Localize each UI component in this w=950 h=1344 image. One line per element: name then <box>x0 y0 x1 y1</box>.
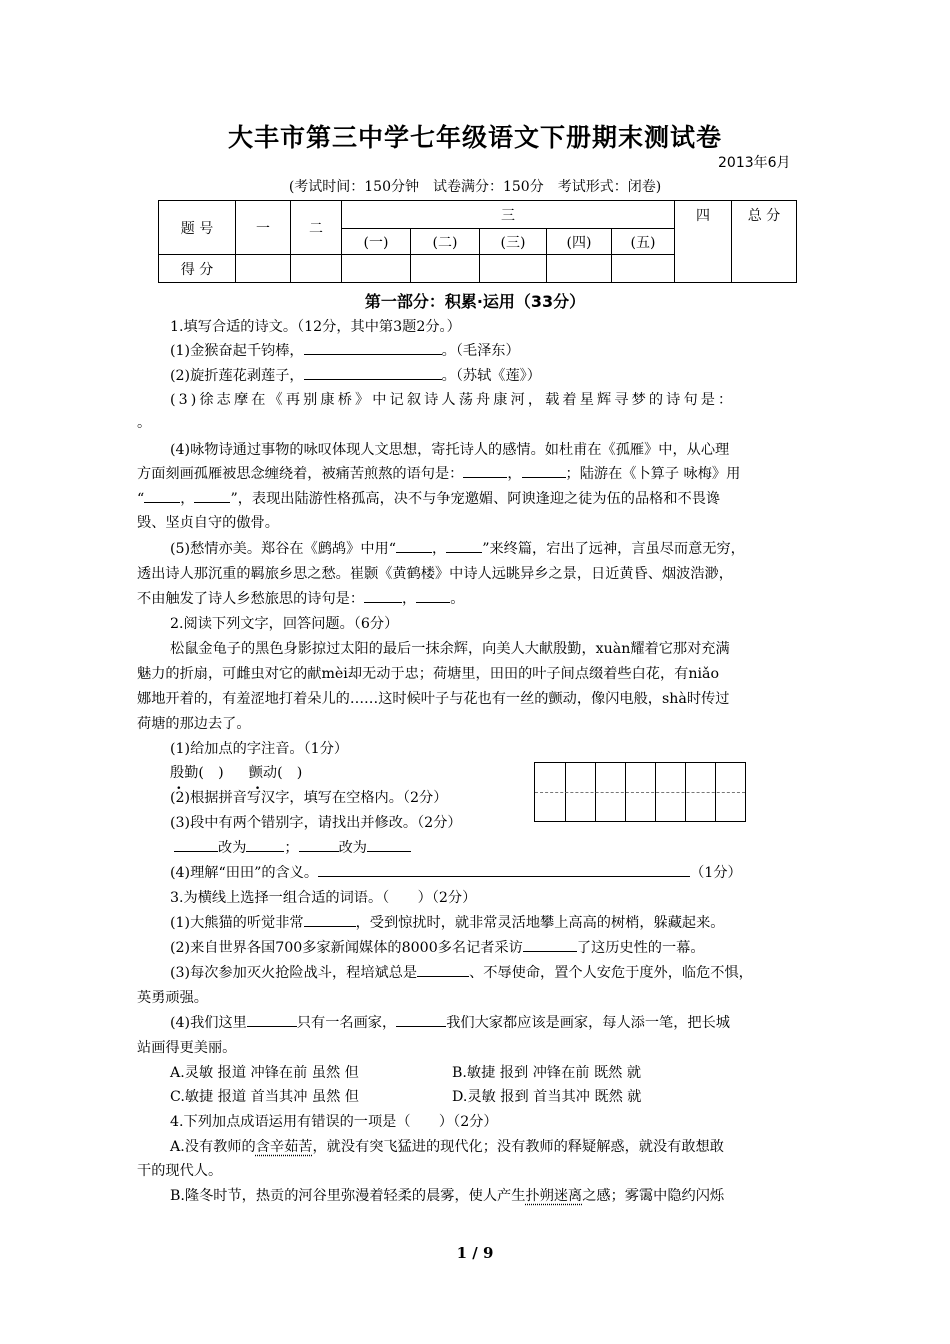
answer-blank[interactable] <box>364 602 402 603</box>
q2-sub-1: (1)给加点的字注音。（1分） <box>170 741 349 757</box>
answer-blank[interactable] <box>417 976 469 977</box>
text: (5)愁情亦美。郑谷在《鹧鸪》中用“ <box>170 541 396 557</box>
answer-blank[interactable] <box>396 552 432 553</box>
q1-line-5b: 透出诗人那沉重的羁旅乡思之愁。崔颢《黄鹤楼》中诗人远眺异乡之景，日近黄昏、烟波浩渺， <box>137 566 733 582</box>
col-total: 总 分 <box>732 201 797 283</box>
dotted-char: 殷 <box>170 765 185 781</box>
q1-line-4d: 毁、坚贞自守的傲骨。 <box>137 515 279 531</box>
text: A.没有教师的 <box>170 1139 256 1155</box>
part-one-title: 第一部分：积累·运用（33分） <box>364 292 586 311</box>
text: B.隆冬时节，热贡的河谷里弥漫着轻柔的晨雾，使人产生 <box>170 1188 526 1204</box>
answer-blank[interactable] <box>304 354 442 355</box>
q3-option-b[interactable]: B.敏捷 报到 冲锋在前 既然 就 <box>452 1065 642 1081</box>
text: ”来终篇，宕出了远神，言虽尽而意无穷， <box>482 541 745 557</box>
text: (3)每次参加灭火抢险战斗，程培斌总是 <box>170 965 418 981</box>
text: (2)旋折莲花剥莲子， <box>170 368 304 384</box>
text: “ <box>137 491 145 507</box>
q4-option-b[interactable] <box>170 1185 724 1205</box>
q1-line-3-end: 。 <box>137 415 152 431</box>
q1-line-5a <box>170 538 745 558</box>
q3-line-4 <box>170 1012 730 1032</box>
q3-line-3 <box>170 962 753 982</box>
answer-blank[interactable] <box>318 876 690 877</box>
q1-line-2 <box>170 365 541 385</box>
q2-sub-3: (3)段中有两个错别字，请找出并修改。（2分） <box>170 815 462 831</box>
page-number: 1 / 9 <box>456 1244 494 1262</box>
text: ；陆游在《卜算子 咏梅》用 <box>565 466 741 482</box>
answer-blank[interactable] <box>367 851 411 852</box>
text: 动( ) <box>262 765 303 781</box>
sub-col-4: (四) <box>547 229 612 255</box>
q2-sub-3-blanks <box>174 837 411 857</box>
score-cell[interactable] <box>236 255 291 283</box>
q3-line-3-cont: 英勇顽强。 <box>137 990 208 1006</box>
sub-col-2: (二) <box>411 229 480 255</box>
text: (2)来自世界各国700多家新闻媒体的8000多名记者采访 <box>170 940 523 956</box>
answer-blank[interactable] <box>299 851 339 852</box>
dotted-idiom: 扑朔迷离 <box>525 1188 583 1204</box>
text: 之感；雾霭中隐约闪烁 <box>582 1188 725 1204</box>
q1-line-4b <box>137 463 740 483</box>
q1-line-1 <box>170 340 520 360</box>
writing-grid[interactable] <box>534 762 746 822</box>
text: 。 <box>450 591 465 607</box>
text: ，就没有突飞猛进的现代化；没有教师的释疑解惑，就没有敢想敢 <box>312 1139 724 1155</box>
answer-blank[interactable] <box>463 477 507 478</box>
text: 方面刻画孤雁被思念缠绕着，被痛苦煎熬的语句是： <box>137 466 464 482</box>
q2-sub-2: (2)根据拼音写汉字，填写在空格内。（2分） <box>170 790 448 806</box>
text: (1)大熊猫的听觉非常 <box>170 915 304 931</box>
text: （1分） <box>690 865 742 881</box>
text: 勤( ) <box>184 765 224 781</box>
q2-pinyin-words <box>170 762 302 782</box>
table-row-label: 题 号 <box>159 201 236 255</box>
text: 我们大家都应该是画家，每人添一笔，把长城 <box>446 1015 730 1031</box>
score-cell[interactable] <box>342 255 411 283</box>
text: 、不辱使命，置个人安危于度外，临危不惧， <box>469 965 753 981</box>
score-cell[interactable] <box>612 255 675 283</box>
text: 。（毛泽东） <box>441 343 520 359</box>
answer-blank[interactable] <box>247 1026 297 1027</box>
answer-blank[interactable] <box>174 851 218 852</box>
col-four: 四 <box>675 201 732 283</box>
q1-line-4c <box>137 488 720 508</box>
text: 不由触发了诗人乡愁旅思的诗句是： <box>137 591 365 607</box>
score-cell[interactable] <box>291 255 342 283</box>
score-row-label: 得 分 <box>159 255 236 283</box>
q2-intro: 2.阅读下列文字，回答问题。（6分） <box>170 616 399 632</box>
score-cell[interactable] <box>480 255 547 283</box>
answer-blank[interactable] <box>522 477 566 478</box>
q3-option-c[interactable]: C.敏捷 报道 首当其冲 虽然 但 <box>170 1089 359 1105</box>
answer-blank[interactable] <box>144 502 180 503</box>
answer-blank[interactable] <box>194 502 230 503</box>
q3-line-2 <box>170 937 705 957</box>
text: ； <box>284 840 299 856</box>
q1-line-3: (3)徐志摩在《再别康桥》中记叙诗人荡舟康河，载着星辉寻梦的诗句是： <box>170 392 736 408</box>
text: ”，表现出陆游性格孤高，决不与争宠邀媚、阿谀逢迎之徒为伍的品格和不畏谗 <box>230 491 721 507</box>
q2-passage-1: 松鼠金龟子的黑色身影掠过太阳的最后一抹余辉，向美人大献殷勤，xuàn耀着它那对充满 <box>170 641 730 657</box>
score-table <box>158 200 797 283</box>
q3-line-1 <box>170 912 725 932</box>
exam-date: 2013年6月 <box>718 155 791 171</box>
q1-intro: 1.填写合适的诗文。（12分，其中第3题2分。） <box>170 319 461 335</box>
text: 。（苏轼《莲》） <box>441 368 541 384</box>
text: ，受到惊扰时，就非常灵活地攀上高高的树梢，躲藏起来。 <box>355 915 725 931</box>
q3-option-a[interactable]: A.灵敏 报道 冲锋在前 虽然 但 <box>170 1065 359 1081</box>
q3-line-4-cont: 站画得更美丽。 <box>137 1040 237 1056</box>
q2-passage-3: 娜地开着的，有羞涩地打着朵儿的……这时候叶子与花也有一丝的颤动，像闪电般，shà时传过 <box>137 691 730 707</box>
sub-col-1: (一) <box>342 229 411 255</box>
exam-title: 大丰市第三中学七年级语文下册期末测试卷 <box>227 123 722 152</box>
text: 了这历史性的一幕。 <box>576 940 705 956</box>
sub-col-5: (五) <box>612 229 675 255</box>
answer-blank[interactable] <box>416 602 450 603</box>
dotted-idiom: 含辛茹苦 <box>255 1139 313 1155</box>
text: (1)金猴奋起千钧棒， <box>170 343 304 359</box>
answer-blank[interactable] <box>523 951 577 952</box>
text: (4)我们这里 <box>170 1015 247 1031</box>
q4-intro: 4.下列加点成语运用有错误的一项是（ ）（2分） <box>170 1114 498 1130</box>
q2-sub-4 <box>170 862 742 882</box>
text: (4)理解“田田”的含义。 <box>170 865 319 881</box>
score-cell[interactable] <box>547 255 612 283</box>
answer-blank[interactable] <box>246 851 284 852</box>
sub-col-3: (三) <box>480 229 547 255</box>
col-three: 三 <box>342 201 675 229</box>
col-one: 一 <box>236 201 291 255</box>
q1-line-4a: (4)咏物诗通过事物的咏叹体现人文思想，寄托诗人的感情。如杜甫在《孤雁》中，从心理 <box>170 442 730 458</box>
text: 改为 <box>218 840 247 856</box>
q3-intro: 3.为横线上选择一组合适的词语。（ ）（2分） <box>170 890 477 906</box>
text: 只有一名画家， <box>296 1015 397 1031</box>
answer-blank[interactable] <box>396 1026 446 1027</box>
answer-blank[interactable] <box>446 552 482 553</box>
q2-passage-4: 荷塘的那边去了。 <box>137 716 251 732</box>
answer-blank[interactable] <box>304 926 356 927</box>
exam-info: (考试时间：150分钟 试卷满分：150分 考试形式：闭卷) <box>288 179 662 195</box>
q2-passage-2: 魅力的折扇，可雌虫对它的献mèi却无动于忠；荷塘里，田田的叶子间点缀着些白花，有niǎo <box>137 666 720 682</box>
dotted-char: 颤 <box>248 765 263 781</box>
col-two: 二 <box>291 201 342 255</box>
text: ， <box>431 541 447 557</box>
text: 改为 <box>338 840 367 856</box>
text: ， <box>507 466 522 482</box>
score-cell[interactable] <box>411 255 480 283</box>
q4-option-a-cont: 干的现代人。 <box>137 1163 223 1179</box>
text: ， <box>402 591 417 607</box>
q1-line-5c <box>137 588 464 608</box>
answer-blank[interactable] <box>304 379 442 380</box>
q3-option-d[interactable]: D.灵敏 报到 首当其冲 既然 就 <box>452 1089 642 1105</box>
text: ， <box>180 491 195 507</box>
q4-option-a[interactable] <box>170 1136 724 1156</box>
